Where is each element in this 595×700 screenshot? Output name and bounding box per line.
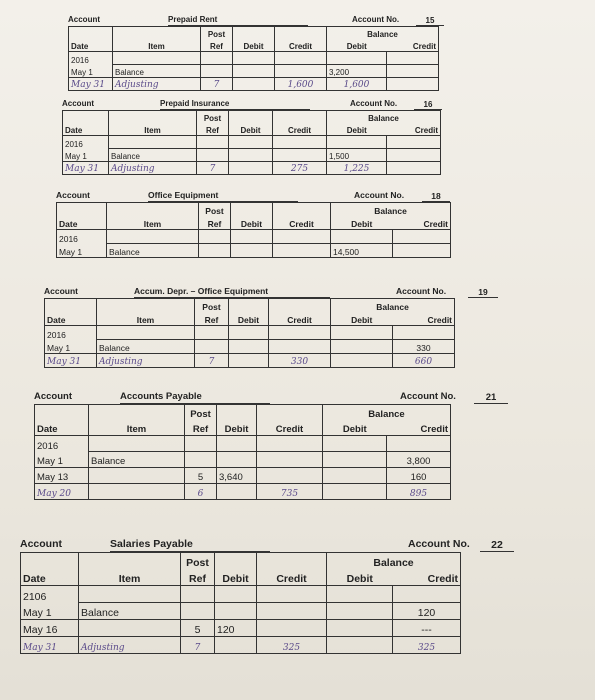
col-header-date: Date [57, 203, 107, 230]
account-name: Accounts Payable [120, 391, 270, 404]
cell-balance-debit: 1,225 [327, 162, 387, 175]
cell-debit [231, 230, 273, 244]
cell-post-ref [199, 230, 231, 244]
cell-post-ref [197, 149, 229, 162]
col-header-credit: Credit [257, 553, 327, 586]
cell-debit [217, 484, 257, 500]
cell-post-ref: 7 [197, 162, 229, 175]
cell-balance-credit: 3,800 [387, 452, 451, 468]
cell-credit [257, 468, 323, 484]
col-header-balance: Balance [327, 27, 439, 40]
cell-credit [257, 603, 327, 620]
account-number-label: Account No. [396, 286, 447, 296]
cell-debit [229, 136, 273, 149]
col-header-ref: Ref [195, 312, 229, 326]
cell-balance-debit [331, 230, 393, 244]
cell-credit [269, 340, 331, 354]
ledger-table [62, 110, 441, 175]
cell-balance-debit [327, 586, 393, 603]
cell-debit [233, 78, 275, 91]
col-header-ref: Ref [201, 39, 233, 52]
cell-post-ref: 7 [201, 78, 233, 91]
account-name: Office Equipment [148, 190, 298, 202]
col-header-balance-debit: Debit [327, 123, 387, 136]
col-header-credit: Credit [275, 27, 327, 52]
cell-debit [229, 149, 273, 162]
account-number-label: Account No. [350, 99, 398, 108]
ledger-accounts-payable [34, 386, 566, 500]
cell-balance-credit [393, 326, 455, 340]
cell-post-ref [195, 340, 229, 354]
account-label: Account [68, 15, 100, 24]
col-header-credit: Credit [273, 111, 327, 136]
cell-credit [257, 452, 323, 468]
cell-debit [229, 354, 269, 368]
col-header-date: Date [35, 405, 89, 436]
cell-debit [215, 603, 257, 620]
header-row [35, 405, 451, 421]
cell-balance-credit [393, 244, 451, 258]
cell-date: May 31 [45, 354, 97, 368]
table-row [21, 603, 461, 620]
col-header-balance-credit: Credit [393, 312, 455, 326]
cell-debit [229, 340, 269, 354]
header-row [69, 27, 439, 40]
cell-balance-debit [323, 468, 387, 484]
cell-credit [273, 230, 331, 244]
col-header-item: Item [107, 203, 199, 230]
table-row [45, 326, 455, 340]
account-label: Account [44, 286, 78, 296]
table-row [63, 136, 441, 149]
cell-balance-credit [387, 162, 441, 175]
cell-post-ref [197, 136, 229, 149]
table-row [45, 354, 455, 368]
col-header-debit: Debit [229, 111, 273, 136]
cell-balance-debit [331, 340, 393, 354]
cell-debit [215, 637, 257, 654]
cell-balance-debit [327, 620, 393, 637]
cell-balance-credit: 330 [393, 340, 455, 354]
cell-balance-debit: 14,500 [331, 244, 393, 258]
col-header-balance: Balance [331, 299, 455, 313]
ledger-header [56, 184, 552, 202]
cell-item: Adjusting [97, 354, 195, 368]
cell-date: 2106 [21, 586, 79, 603]
cell-date: May 1 [45, 340, 97, 354]
col-header-date: Date [63, 111, 109, 136]
cell-balance-credit [387, 149, 441, 162]
cell-date: 2016 [57, 230, 107, 244]
account-name: Accum. Depr. – Office Equipment [134, 286, 330, 298]
cell-date: May 1 [35, 452, 89, 468]
col-header-item: Item [113, 27, 201, 52]
cell-balance-debit [327, 637, 393, 654]
cell-balance-credit: 660 [393, 354, 455, 368]
ledger-accum-depr-office-equipment [44, 280, 556, 368]
table-row [63, 162, 441, 175]
cell-post-ref [181, 603, 215, 620]
cell-date: May 16 [21, 620, 79, 637]
cell-date: May 31 [21, 637, 79, 654]
cell-date: May 1 [21, 603, 79, 620]
cell-balance-debit [327, 603, 393, 620]
col-header-post: Post [201, 27, 233, 40]
account-number-label: Account No. [354, 190, 405, 200]
cell-balance-debit: 3,200 [327, 65, 387, 78]
cell-post-ref [201, 52, 233, 65]
cell-date: May 20 [35, 484, 89, 500]
col-header-debit: Debit [215, 553, 257, 586]
cell-item [79, 620, 181, 637]
ledger-prepaid-insurance [62, 92, 554, 175]
cell-balance-credit: 160 [387, 468, 451, 484]
ledger-table [34, 404, 451, 500]
col-header-date: Date [21, 553, 79, 586]
col-header-debit: Debit [231, 203, 273, 230]
cell-post-ref [201, 65, 233, 78]
table-row [21, 637, 461, 654]
cell-item [89, 436, 185, 452]
col-header-item: Item [79, 553, 181, 586]
table-row [35, 468, 451, 484]
cell-balance-credit [393, 586, 461, 603]
cell-date: 2016 [35, 436, 89, 452]
header-row [63, 111, 441, 124]
cell-credit: 735 [257, 484, 323, 500]
ledger-header [68, 8, 556, 26]
cell-post-ref: 5 [181, 620, 215, 637]
col-header-post: Post [197, 111, 229, 124]
cell-credit [269, 326, 331, 340]
cell-item [113, 52, 201, 65]
col-header-date: Date [45, 299, 97, 326]
cell-balance-debit [327, 136, 387, 149]
header-row [57, 203, 451, 217]
cell-item [107, 230, 199, 244]
ledger-prepaid-rent [68, 8, 556, 91]
ledger-header [34, 386, 566, 404]
table-row [69, 65, 439, 78]
cell-balance-debit: 1,500 [327, 149, 387, 162]
cell-debit [229, 162, 273, 175]
col-header-debit: Debit [217, 405, 257, 436]
cell-balance-credit: 325 [393, 637, 461, 654]
cell-date: 2016 [63, 136, 109, 149]
cell-debit [217, 436, 257, 452]
cell-post-ref: 7 [195, 354, 229, 368]
cell-balance-debit [323, 452, 387, 468]
cell-balance-credit: 895 [387, 484, 451, 500]
account-number: 22 [480, 539, 514, 552]
cell-item [89, 484, 185, 500]
cell-item: Adjusting [79, 637, 181, 654]
cell-item [97, 326, 195, 340]
cell-balance-credit: 120 [393, 603, 461, 620]
cell-item: Balance [89, 452, 185, 468]
cell-date: May 31 [69, 78, 113, 91]
col-header-ref: Ref [199, 216, 231, 230]
table-row [35, 484, 451, 500]
cell-date: May 1 [69, 65, 113, 78]
col-header-credit: Credit [273, 203, 331, 230]
col-header-balance-debit: Debit [323, 420, 387, 436]
cell-debit [229, 326, 269, 340]
ledger-header [44, 280, 556, 298]
cell-balance-credit: --- [393, 620, 461, 637]
col-header-post: Post [181, 553, 215, 570]
cell-date: May 1 [57, 244, 107, 258]
col-header-ref: Ref [181, 569, 215, 586]
cell-item: Adjusting [113, 78, 201, 91]
account-name: Prepaid Rent [168, 15, 308, 26]
cell-date: 2016 [45, 326, 97, 340]
cell-item: Balance [97, 340, 195, 354]
ledger-office-equipment [56, 184, 552, 258]
ledger-header [20, 534, 580, 552]
cell-post-ref: 6 [185, 484, 217, 500]
cell-item: Balance [107, 244, 199, 258]
col-header-balance-credit: Credit [387, 420, 451, 436]
col-header-post: Post [199, 203, 231, 217]
col-header-balance-credit: Credit [387, 39, 439, 52]
cell-post-ref [199, 244, 231, 258]
cell-credit [273, 149, 327, 162]
ledger-table [56, 202, 451, 258]
ledger-header [62, 92, 554, 110]
cell-post-ref [185, 452, 217, 468]
ledger-salaries-payable [20, 534, 580, 654]
col-header-balance-debit: Debit [331, 216, 393, 230]
cell-credit [257, 586, 327, 603]
col-header-balance-credit: Credit [393, 569, 461, 586]
cell-item: Balance [109, 149, 197, 162]
col-header-debit: Debit [233, 27, 275, 52]
cell-balance-credit [387, 65, 439, 78]
cell-balance-credit [387, 78, 439, 91]
col-header-balance-credit: Credit [393, 216, 451, 230]
cell-balance-credit [387, 52, 439, 65]
cell-debit [215, 586, 257, 603]
cell-post-ref [195, 326, 229, 340]
table-row [57, 230, 451, 244]
cell-balance-debit: 1,600 [327, 78, 387, 91]
ledger-table [20, 552, 461, 654]
account-name: Prepaid Insurance [160, 99, 310, 110]
col-header-balance: Balance [331, 203, 451, 217]
cell-post-ref: 7 [181, 637, 215, 654]
col-header-balance: Balance [327, 553, 461, 570]
cell-credit [273, 244, 331, 258]
table-row [69, 78, 439, 91]
cell-debit: 3,640 [217, 468, 257, 484]
col-header-post: Post [195, 299, 229, 313]
cell-balance-debit [327, 52, 387, 65]
cell-credit [257, 620, 327, 637]
cell-post-ref [185, 436, 217, 452]
cell-credit: 325 [257, 637, 327, 654]
col-header-item: Item [97, 299, 195, 326]
cell-balance-debit [323, 436, 387, 452]
table-row [45, 340, 455, 354]
cell-date: 2016 [69, 52, 113, 65]
cell-date: May 13 [35, 468, 89, 484]
col-header-balance: Balance [327, 111, 441, 124]
cell-credit: 1,600 [275, 78, 327, 91]
col-header-post: Post [185, 405, 217, 421]
col-header-balance-debit: Debit [331, 312, 393, 326]
cell-item: Balance [79, 603, 181, 620]
col-header-balance-debit: Debit [327, 39, 387, 52]
account-number-label: Account No. [352, 15, 400, 24]
account-number: 16 [414, 100, 442, 110]
cell-debit [217, 452, 257, 468]
table-row [69, 52, 439, 65]
col-header-balance-credit: Credit [387, 123, 441, 136]
cell-post-ref [181, 586, 215, 603]
header-row [21, 553, 461, 570]
account-number: 21 [474, 392, 508, 404]
cell-credit [257, 436, 323, 452]
cell-balance-credit [387, 436, 451, 452]
table-row [35, 452, 451, 468]
cell-credit: 275 [273, 162, 327, 175]
table-row [21, 620, 461, 637]
cell-item [89, 468, 185, 484]
cell-debit [231, 244, 273, 258]
table-row [35, 436, 451, 452]
cell-debit [233, 52, 275, 65]
cell-debit [233, 65, 275, 78]
col-header-item: Item [89, 405, 185, 436]
header-row [45, 299, 455, 313]
account-label: Account [56, 190, 90, 200]
cell-item [109, 136, 197, 149]
cell-credit [273, 136, 327, 149]
table-row [57, 244, 451, 258]
account-number: 15 [416, 16, 444, 26]
table-row [21, 586, 461, 603]
cell-date: May 31 [63, 162, 109, 175]
cell-balance-credit [387, 136, 441, 149]
ledger-table [68, 26, 439, 91]
account-number-label: Account No. [408, 538, 470, 550]
col-header-balance: Balance [323, 405, 451, 421]
col-header-credit: Credit [257, 405, 323, 436]
cell-item: Balance [113, 65, 201, 78]
cell-balance-debit [331, 354, 393, 368]
account-name: Salaries Payable [110, 538, 270, 552]
cell-debit: 120 [215, 620, 257, 637]
account-label: Account [62, 99, 94, 108]
account-number: 18 [422, 191, 450, 202]
cell-balance-debit [323, 484, 387, 500]
cell-post-ref: 5 [185, 468, 217, 484]
ledger-table [44, 298, 455, 368]
col-header-ref: Ref [185, 420, 217, 436]
cell-balance-credit [393, 230, 451, 244]
col-header-item: Item [109, 111, 197, 136]
cell-balance-debit [331, 326, 393, 340]
cell-credit [275, 65, 327, 78]
cell-item: Adjusting [109, 162, 197, 175]
col-header-balance-debit: Debit [327, 569, 393, 586]
cell-credit: 330 [269, 354, 331, 368]
account-label: Account [20, 538, 62, 550]
account-number-label: Account No. [400, 391, 456, 402]
cell-credit [275, 52, 327, 65]
account-number: 19 [468, 287, 498, 298]
col-header-debit: Debit [229, 299, 269, 326]
cell-date: May 1 [63, 149, 109, 162]
col-header-date: Date [69, 27, 113, 52]
table-row [63, 149, 441, 162]
col-header-credit: Credit [269, 299, 331, 326]
cell-item [79, 586, 181, 603]
account-label: Account [34, 391, 72, 402]
col-header-ref: Ref [197, 123, 229, 136]
